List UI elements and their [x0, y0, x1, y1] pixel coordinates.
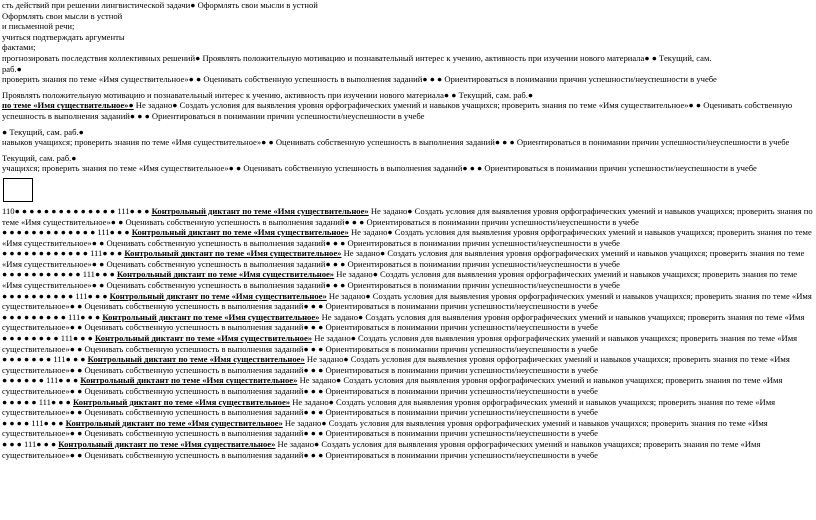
lesson-row: [2, 206, 816, 227]
row-prefix: ● ● ● ● ● ● ● ● ● 111● ● ●: [2, 311, 103, 322]
row-text: Не задано● Создать условия для выявления уровня орфографических умений и навыков учащихся; проверить знания по теме «Имя существительное»● ● Оценивать собственную успешность в выполнения заданий● ● ● Ориентироваться в понимании причин успешности/неуспешности в учебе: [2, 248, 805, 269]
row-text: Не задано● Создать условия для выявления уровня орфографических умений и навыков учащихся; проверить знания по теме «Имя существительное»● ● Оценивать собственную успешность в выполнения заданий● ● ● Ориентироваться в понимании причин успешности/неуспешности в учебе: [2, 290, 812, 312]
lesson-title-link: Контрольный диктант по теме «Имя существительное»: [94, 333, 313, 344]
lesson-title-link: Контрольный диктант по теме «Имя существительное»: [109, 290, 327, 301]
row-text: Не задано● Создать условия для выявления уровня орфографических умений и навыков учащихся; проверить знания по теме «Имя существительное»● ● Оценивать собственную успешность в выполнения заданий● ● ● Ориентироваться в понимании причин успешности/неуспешности в учебе: [2, 354, 790, 375]
lesson-row: [2, 418, 816, 439]
row-text: Не задано● Создать условия для выявления уровня орфографических умений и навыков учащихся; проверить знания по теме «Имя существительное»● ● Оценивать собственную успешность в выполнения заданий● ● ● Ориентироваться в понимании причин успешности/неуспешности в учебе: [2, 269, 798, 291]
text-line: учащихся; проверить знания по теме «Имя существительное»● ● Оценивать собственную успешность в выполнения заданий● ● ● Ориентироваться в понимании причин успешности/неуспешности в учебе: [2, 163, 757, 174]
text-line: Проявлять положительную мотивацию и познавательный интерес к учению, активность при изучении нового материала● ● Текущий, сам. раб.●: [2, 89, 534, 100]
row-prefix: ● ● ● ● ● ● 111● ● ●: [2, 375, 81, 386]
lesson-title-link: Контрольный диктант по теме «Имя существительное»: [151, 205, 369, 216]
lesson-row: [2, 248, 816, 269]
lesson-title-link: Контрольный диктант по теме «Имя существительное»: [124, 248, 342, 259]
lesson-row: [2, 439, 816, 460]
row-prefix: ● ● ● 111● ● ●: [2, 438, 59, 449]
lesson-row: [2, 333, 816, 354]
row-prefix: ● ● ● ● ● ● ● ● ● ● ● ● 111● ● ●: [2, 248, 125, 259]
paragraph-text: Не задано● Создать условия для выявления уровня орфографических умений и навыков учащихся; проверить знания по теме «Имя существительное»● ● Оценивать собственную успешность в выполнения заданий● ● ● Ориентироваться в понимании причин успешности/неуспешности в учебе: [2, 100, 793, 121]
text-paragraph: [2, 100, 816, 121]
text-line: ● Текущий, сам. раб.●: [2, 126, 84, 137]
row-text: Не задано● Создать условия для выявления уровня орфографических умений и навыков учащихся; проверить знания по теме «Имя существительное»● ● Оценивать собственную успешность в выполнения заданий● ● ● Ориентироваться в понимании причин успешности/неуспешности в учебе: [2, 227, 812, 248]
lesson-title-link: Контрольный диктант по теме «Имя существительное»: [80, 375, 298, 386]
lesson-row: [2, 269, 816, 290]
lesson-title-link: Контрольный диктант по теме «Имя существительное»: [72, 396, 291, 407]
row-prefix: 110● ● ● ● ● ● ● ● ● ● ● ● ● ● 111● ● ●: [2, 205, 152, 216]
lesson-title-link: Контрольный диктант по теме «Имя существительное»: [117, 269, 335, 280]
row-prefix: ● ● ● ● ● ● ● ● ● ● 111● ● ●: [2, 290, 110, 301]
text-line: Текущий, сам. раб.●: [2, 152, 77, 163]
text-line: навыков учащихся; проверить знания по теме «Имя существительное»● ● Оценивать собственную успешность в выполнения заданий● ● ● Ориентироваться в понимании причин успешности/неуспешности в учебе: [2, 137, 790, 148]
lesson-title-link: Контрольный диктант по теме «Имя существительное»: [65, 417, 283, 428]
row-text: Не задано● Создать условия для выявления уровня орфографических умений и навыков учащихся; проверить знания по теме «Имя существительное»● ● Оценивать собственную успешность в выполнения заданий● ● ● Ориентироваться в понимании причин успешности/неуспешности в учебе: [2, 417, 768, 439]
row-text: Не задано● Создать условия для выявления уровня орфографических умений и навыков учащихся; проверить знания по теме «Имя существительное»● ● Оценивать собственную успешность в выполнения заданий● ● ● Ориентироваться в понимании причин успешности/неуспешности в учебе: [2, 333, 798, 354]
row-prefix: ● ● ● ● 111● ● ●: [2, 417, 66, 428]
text-line: раб.●: [2, 63, 22, 74]
lesson-row: [2, 312, 816, 333]
lesson-title-link: Контрольный диктант по теме «Имя существительное»: [87, 354, 305, 365]
lesson-title-link: Контрольный диктант по теме «Имя существительное»: [131, 227, 349, 238]
row-text: Не задано● Создать условия для выявления уровня орфографических умений и навыков учащихся; проверить знания по теме «Имя существительное»● ● Оценивать собственную успешность в выполнения заданий● ● ● Ориентироваться в понимании причин успешности/неуспешности в учебе: [2, 375, 783, 396]
lesson-row: [2, 227, 816, 248]
row-prefix: ● ● ● ● ● ● ● ● ● ● ● ● ● 111● ● ●: [2, 227, 132, 238]
text-line: прогнозировать последствия коллективных решений● Проявлять положительную мотивацию и познавательный интерес к учению, активность при изучении нового материала● ● Текущий, сам.: [2, 52, 712, 63]
text-line: учиться подтверждать аргументы: [2, 31, 125, 42]
row-prefix: ● ● ● ● ● ● ● ● 111● ● ●: [2, 333, 95, 344]
text-line: Оформлять свои мысли в устной: [2, 10, 123, 21]
row-text: Не задано● Создать условия для выявления уровня орфографических умений и навыков учащихся; проверить знания по теме «Имя существительное»● ● Оценивать собственную успешность в выполнения заданий● ● ● Ориентироваться в понимании причин успешности/неуспешности в учебе: [2, 396, 776, 418]
row-prefix: ● ● ● ● ● 111● ● ●: [2, 396, 73, 407]
text-line: фактами;: [2, 42, 36, 53]
row-text: Не задано● Создать условия для выявления уровня орфографических умений и навыков учащихся; проверить знания по теме «Имя существительное»● ● Оценивать собственную успешность в выполнения заданий● ● ● Ориентироваться в понимании причин успешности/неуспешности в учебе: [2, 311, 805, 333]
empty-box: [3, 178, 33, 202]
text-line: проверить знания по теме «Имя существительное»● ● Оценивать собственную успешность в выполнения заданий● ● ● Ориентироваться в понимании причин успешности/неуспешности в учебе: [2, 74, 717, 85]
row-prefix: ● ● ● ● ● ● ● ● ● ● ● 111● ● ●: [2, 269, 117, 280]
lesson-row: [2, 354, 816, 375]
text-line: и письменной речи;: [2, 21, 75, 32]
row-text: Не задано● Создать условия для выявления уровня орфографических умений и навыков учащихся; проверить знания по теме «Имя существительное»● ● Оценивать собственную успешность в выполнения заданий● ● ● Ориентироваться в понимании причин успешности/неуспешности в учебе: [2, 205, 813, 227]
lesson-title-link: Контрольный диктант по теме «Имя существительное»: [58, 438, 276, 449]
lesson-row: [2, 375, 816, 396]
row-prefix: ● ● ● ● ● ● ● 111● ● ●: [2, 354, 88, 365]
row-text: Не задано● Создать условия для выявления уровня орфографических умений и навыков учащихся; проверить знания по теме «Имя существительное»● ● Оценивать собственную успешность в выполнения заданий● ● ● Ориентироваться в понимании причин успешности/неуспешности в учебе: [2, 438, 761, 460]
text-line: сть действий при решении лингвистической задачи● Оформлять свои мысли в устной: [2, 0, 318, 10]
lesson-rows: [2, 206, 816, 460]
lesson-row: [2, 397, 816, 418]
topic-link: по теме «Имя существительное»●: [2, 100, 134, 111]
lesson-row: [2, 291, 816, 312]
lesson-title-link: Контрольный диктант по теме «Имя существительное»: [102, 311, 320, 322]
